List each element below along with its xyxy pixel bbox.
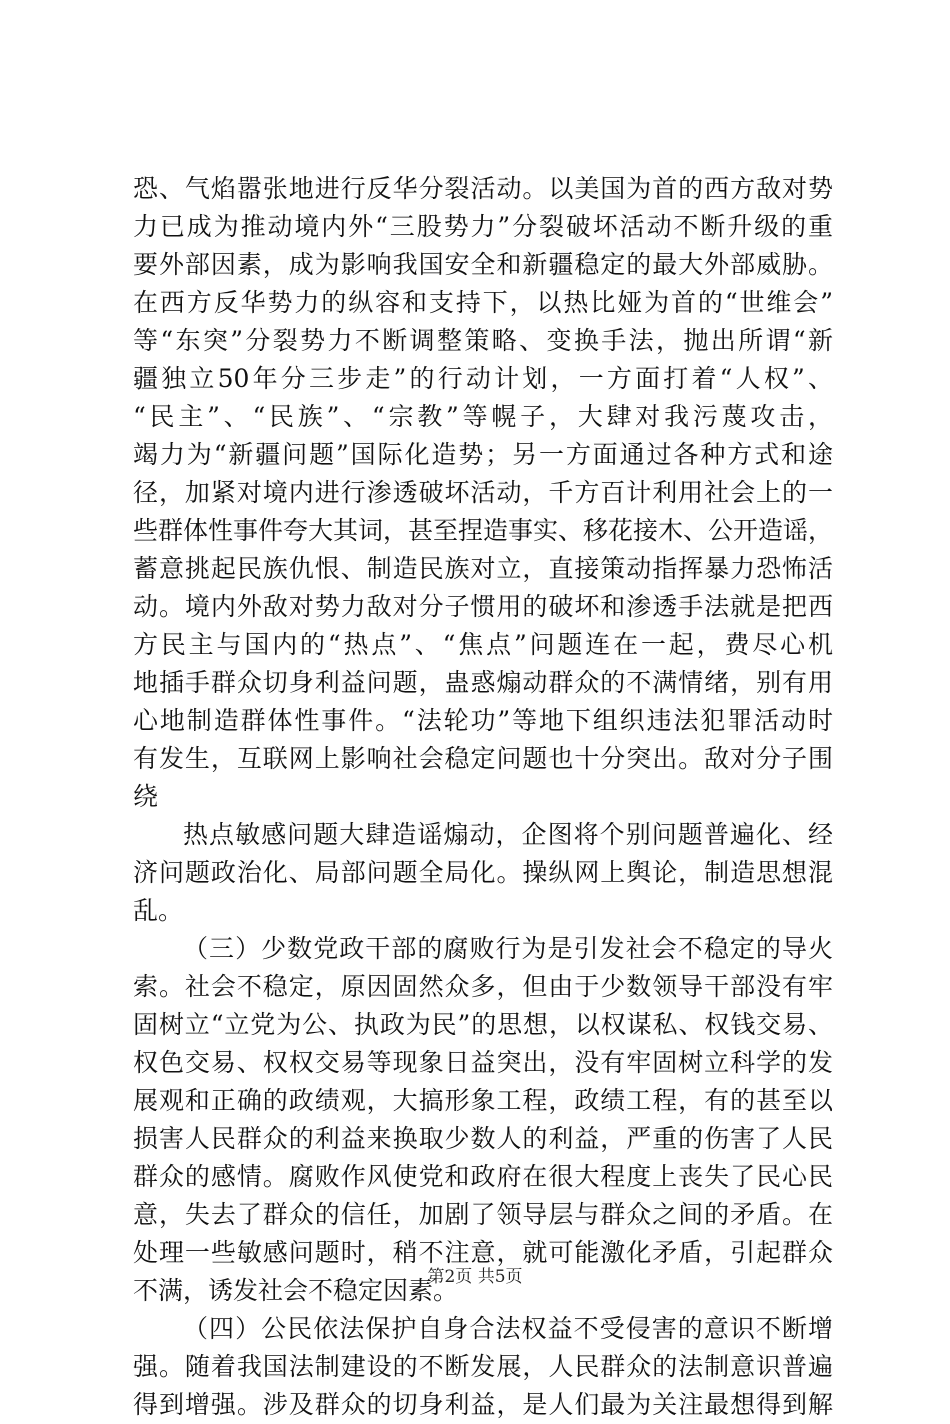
paragraph-3 [133,930,833,1310]
text-line: 地插手群众切身利益问题，蛊惑煽动群众的不满情绪，别有用 [133,668,833,697]
text-line: （四）公民依法保护自身合法权益不受侵害的意识不断增 [183,1314,833,1343]
text-line: 济问题政治化、局部问题全局化。操纵网上舆论，制造思想混 [133,858,833,887]
text-line: 权色交易、权权交易等现象日益突出，没有牢固树立科学的发 [133,1048,833,1077]
text-line: （三）少数党政干部的腐败行为是引发社会不稳定的导火 [183,934,833,963]
text-line: 热点敏感问题大肆造谣煽动，企图将个别问题普遍化、经 [183,820,833,849]
text-line: 强。随着我国法制建设的不断发展，人民群众的法制意识普遍 [133,1352,833,1381]
text-line: 乱。 [133,896,184,925]
text-line: 方民主与国内的“热点”、“焦点”问题连在一起，费尽心机 [133,630,833,659]
text-line: “民主”、“民族”、“宗教”等幌子，大肆对我污蔑攻击， [133,402,833,431]
text-line: 动。境内外敌对势力敌对分子惯用的破坏和渗透手法就是把西 [133,592,833,621]
text-line: 蓄意挑起民族仇恨、制造民族对立，直接策动指挥暴力恐怖活 [133,554,833,583]
text-line: 不满，诱发社会不稳定因素。 [133,1276,459,1305]
text-line: 在西方反华势力的纵容和支持下，以热比娅为首的“世维会” [133,288,833,317]
text-line: 等“东突”分裂势力不断调整策略、变换手法，抛出所谓“新 [133,326,833,355]
page-footer [0,1266,950,1288]
text-line: 展观和正确的政绩观，大搞形象工程，政绩工程，有的甚至以 [133,1086,833,1115]
paragraph-4 [133,1310,833,1424]
text-line: 处理一些敏感问题时，稍不注意，就可能激化矛盾，引起群众 [133,1238,833,1267]
text-line: 索。社会不稳定，原因固然众多，但由于少数领导干部没有牢 [133,972,833,1001]
paragraph-2 [133,816,833,930]
text-line: 有发生，互联网上影响社会稳定问题也十分突出。敌对分子围 [133,744,833,773]
text-line: 心地制造群体性事件。“法轮功”等地下组织违法犯罪活动时 [133,706,833,735]
text-line: 恐、气焰嚣张地进行反华分裂活动。以美国为首的西方敌对势 [133,174,833,203]
text-line: 径，加紧对境内进行渗透破坏活动，千方百计利用社会上的一 [133,478,833,507]
text-line: 群众的感情。腐败作风使党和政府在很大程度上丧失了民心民 [133,1162,833,1191]
text-line: 要外部因素，成为影响我国安全和新疆稳定的最大外部威胁。 [133,250,833,279]
page-number: 第2页 共5页 [427,1267,523,1287]
text-line: 意，失去了群众的信任，加剧了领导层与群众之间的矛盾。在 [133,1200,833,1229]
text-line: 损害人民群众的利益来换取少数人的利益，严重的伤害了人民 [133,1124,833,1153]
text-line: 绕 [133,782,159,811]
text-line: 固树立“立党为公、执政为民”的思想，以权谋私、权钱交易、 [133,1010,833,1039]
text-line: 疆独立50年分三步走”的行动计划，一方面打着“人权”、 [133,364,833,393]
text-line: 竭力为“新疆问题”国际化造势；另一方面通过各种方式和途 [133,440,833,469]
text-line: 些群体性事件夸大其词，甚至捏造事实、移花接木、公开造谣， [133,516,834,545]
text-line: 得到增强。涉及群众的切身利益，是人们最为关注最想得到解 [133,1390,833,1419]
text-line: 力已成为推动境内外“三股势力”分裂破坏活动不断升级的重 [133,212,833,241]
body-text [133,170,833,1424]
paragraph-1 [133,170,833,816]
